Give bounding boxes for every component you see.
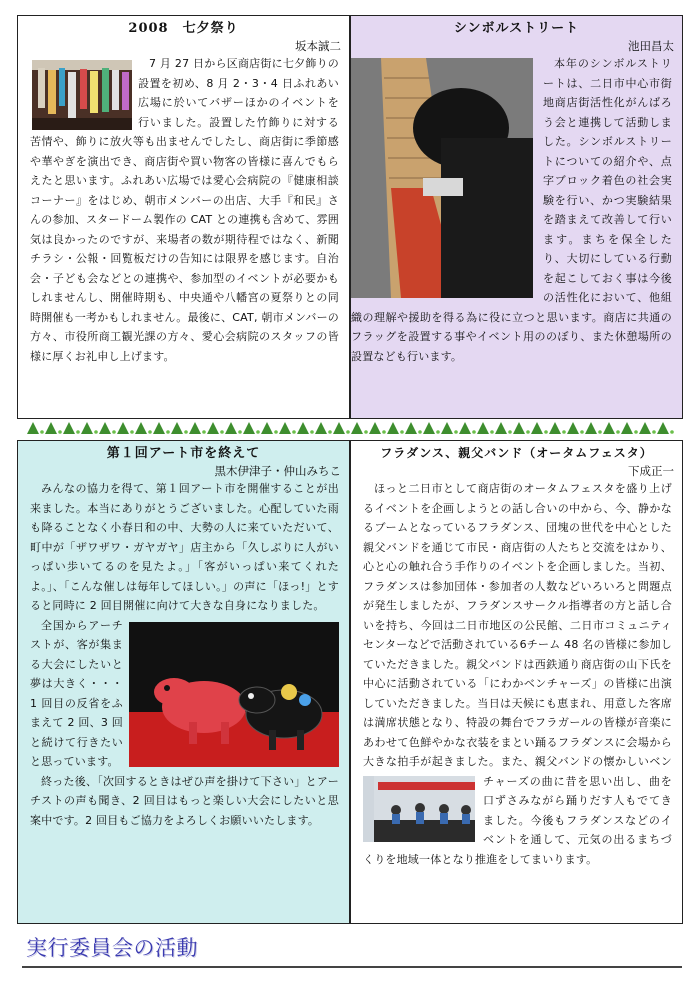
article-text: 全国からアーチストが、客が集まる大会にしたいと夢は大きく・・・1 回目の反省をふまえて 2 回、3 回と続けて行きたいと思っています。 xyxy=(30,618,123,768)
tree-icon xyxy=(333,422,350,434)
tree-icon xyxy=(603,422,620,434)
article-body xyxy=(351,479,682,869)
article-art-market xyxy=(17,440,350,924)
section-title: 実行委員会の活動 xyxy=(26,936,198,960)
article-symbol-street xyxy=(350,15,683,419)
tree-icon xyxy=(639,422,656,434)
tree-icon xyxy=(567,422,584,434)
article-hula-band xyxy=(350,440,683,924)
braille-block-painting-photo xyxy=(351,58,533,298)
article-text: 終った後、「次回するときはぜひ声を掛けて下さい」とアーチストの声も聞き、2 回目はもっと楽しい大会にしたいと思案中です。2 回目もご協力をよろしくお願いいたします。 xyxy=(30,774,339,827)
article-text: 本年のシンボルストリートは、二日市中心市街地商店街活性化がんばろう会と連携して活動しました。シンボルストリートについての紹介や、点字ブロック着色の社会実験を行い、かつ実験結果を踏まえて改善して行います。まちを保全したり、大切にしている行動を起こしておく事は今後の活性化において、他組織の理解や援助を得る為に役に立つと思います。商店に共通のフラッグを設置する事やイベント用ののぼり、また休憩場所の設置なども行います。 xyxy=(351,57,672,363)
tanabata-decoration-photo xyxy=(32,60,132,130)
tree-icon xyxy=(153,422,170,434)
article-author: 黒木伊津子・仲山みちこ xyxy=(214,464,341,478)
article-title: フラダンス、親父バンド（オータムフェスタ） xyxy=(380,446,653,460)
hula-stage-photo xyxy=(363,776,475,842)
article-author: 池田昌太 xyxy=(628,39,674,53)
tree-icon xyxy=(441,422,458,434)
tree-icon xyxy=(351,422,368,434)
tree-icon xyxy=(549,422,566,434)
tree-icon xyxy=(423,422,440,434)
tree-icon xyxy=(369,422,386,434)
article-title: 第１回アート市を終えて xyxy=(106,446,261,461)
tree-icon xyxy=(207,422,224,434)
article-author: 下成正一 xyxy=(628,464,674,478)
christmas-tree-garland-icon xyxy=(25,420,680,440)
tree-icon xyxy=(189,422,206,434)
tree-icon xyxy=(513,422,530,434)
tree-icon xyxy=(135,422,152,434)
tree-icon xyxy=(243,422,260,434)
article-author: 坂本誠二 xyxy=(295,39,341,53)
tree-icon xyxy=(171,422,188,434)
article-title: シンボルストリート xyxy=(453,21,580,36)
article-title: 2008 七夕祭り xyxy=(128,21,239,36)
cow-figurines-photo xyxy=(129,622,339,767)
tree-icon xyxy=(279,422,296,434)
article-text: みんなの協力を得て、第１回アート市を開催することが出来ました。本当にありがとうございました。心配していた雨も降ることなく小春日和の中、大勢の人に来ていただいて、町中が「ザワザワ・ガヤガヤ」店主から「久しぶりに人がいっぱい歩いてるのを見たよ。」「客がいっぱい来てくれたよ。」、「こんな催しは毎年してほしい。」の声に「ほっ!」とすると同時に 2 回目開催に向けて大きな自身になりました。 xyxy=(30,482,339,612)
tree-icon xyxy=(459,422,476,434)
tree-icon xyxy=(81,422,98,434)
tree-icon xyxy=(315,422,332,434)
tree-icon xyxy=(405,422,422,434)
article-text: 7 月 27 日から区商店街に七夕飾りの設置を初め、8 月 2・3・4 日ふれあい広場に於いてバザーほかのイベントを行いました。設置した竹飾りに対する苦情や、飾りに放火等も出ませんでしたし、商店街に季節感や華やぎを演出でき、商店街や買い物客の皆様に喜んでもらえたと思います。ふれあい広場では愛心会病院の『健康相談コーナー』をはじめ、朝市メンバーの出店、大手『和民』さんの参加、スタードーム製作の CAT との連携も含めて、雰囲気は良かったのですが、来場者の数が期待程ではなく、新聞チラシ・公報・回覧板だけの告知には限界を感じます。自治会・子ども会などとの連携や、参加型のイベントが必要かもしれませんし、開催時期も、中央通や八幡宮の夏祭りとの同時開催も一考かもしれません。最後に、CAT, 朝市メンバーの方々、市役所商工観光課の方々、愛心会病院のスタッフの皆様に厚くお礼申し上げます。 xyxy=(30,57,339,363)
tree-icon xyxy=(261,422,278,434)
footer-divider xyxy=(22,966,682,968)
tree-icon xyxy=(585,422,602,434)
tree-icon xyxy=(99,422,116,434)
article-body xyxy=(18,479,349,830)
tree-icon xyxy=(657,422,674,434)
article-tanabata xyxy=(17,15,350,419)
tree-icon xyxy=(477,422,494,434)
tree-icon xyxy=(45,422,62,434)
article-text: ほっと二日市として商店街のオータムフェスタを盛り上げるイベントを企画しようとの話し合いの中から、今、静かなるブームとなっているフラダンス、団塊の世代を中心とした親父バンドを通じて市民・商店街の人たちと交流をはかり、心と心の触れ合う手作りのイベントを企画しました。当初、フラダンスは参加団体・参加者の人数などいろいろと問題点が発生しましたが、フラダンスサークル指導者の方と話し合いを持ち、今回は二日市地区の公民館、二日市コミュニティセンターなどで活動されている6チーム 48 名の皆様に参加していただきました。親父バンドは西鉄通り商店街の山下氏を中心に活動されている「にわかベンチャーズ」の皆様に出演していただきました。当日は天候にも恵まれ、用意した客席は満席状態となり、特設の舞台でフラガールの皆様が音楽にあわせて色鮮やかな衣装をまとい踊るフラダンスに会場から大きな拍手が起きました。また、親父バンドの懐かしいベンチャーズの曲に 昔を思い出し、曲を口ずさみながら踊りだす人もでてきました。今後もフラダンスなどのイベントを通して、元気の出るまちづくりを地域一体となり推進をしてまいります。 xyxy=(363,482,672,866)
tree-icon xyxy=(531,422,548,434)
tree-icon xyxy=(117,422,134,434)
tree-icon xyxy=(225,422,242,434)
tree-icon xyxy=(27,422,44,434)
article-body xyxy=(351,54,682,366)
tree-icon xyxy=(621,422,638,434)
tree-icon xyxy=(297,422,314,434)
article-body xyxy=(18,54,349,366)
tree-icon xyxy=(495,422,512,434)
tree-icon xyxy=(387,422,404,434)
tree-icon xyxy=(63,422,80,434)
